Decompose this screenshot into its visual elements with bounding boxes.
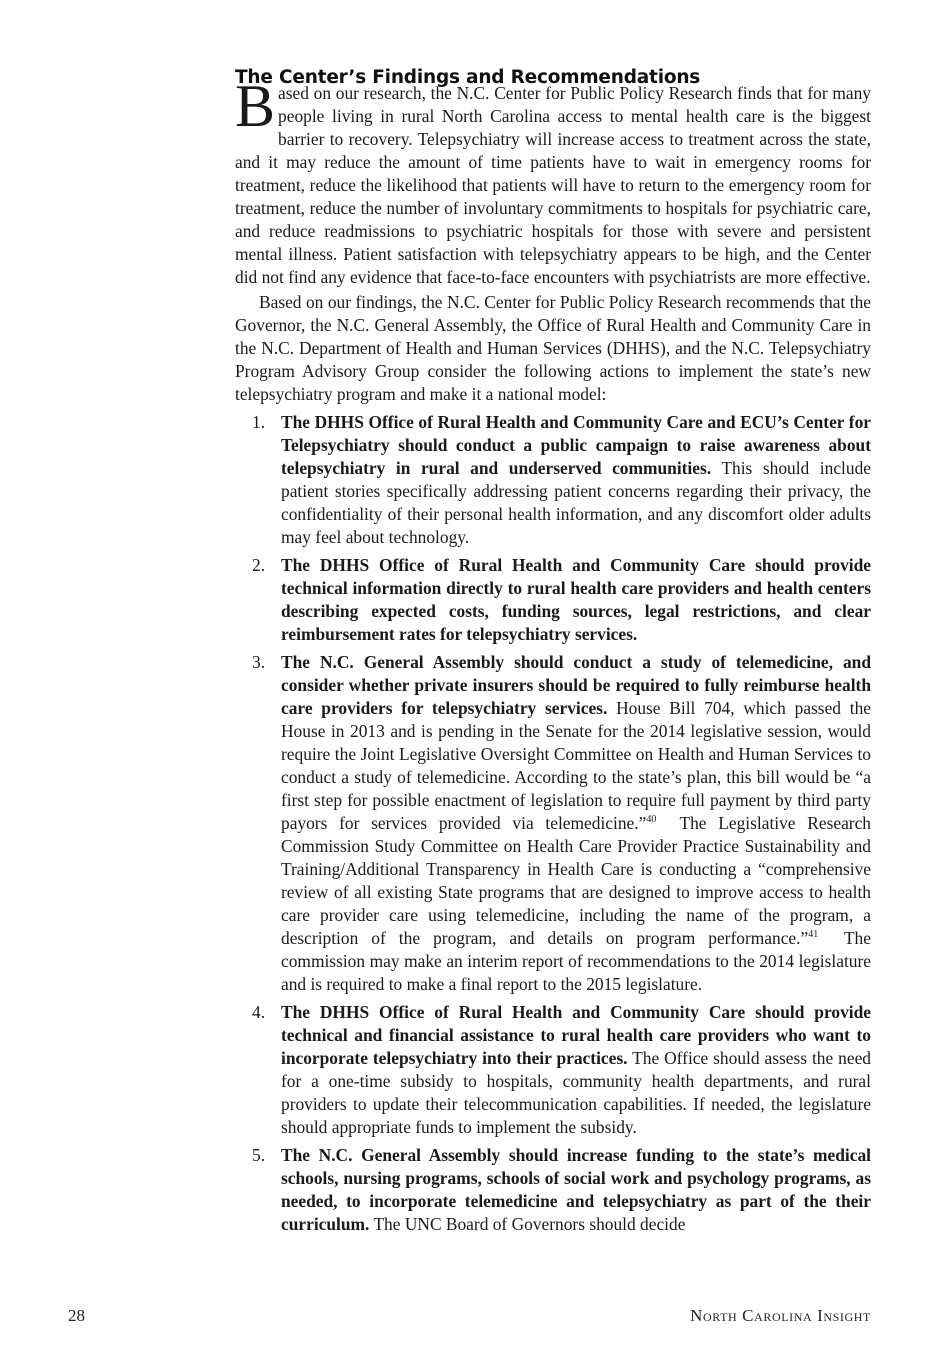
section-title: The Center’s Findings and Recommendations — [235, 67, 701, 89]
recommendation-number: 3. — [252, 652, 266, 672]
recommendation-bold: The DHHS Office of Rural Health and Community Care should provide technical information directly to rural health care providers and health centers describing expected costs, funding sources, legal restrictions, and clear reimbursement rates for telepsychiatry services. — [281, 555, 871, 644]
recommendation-text: The Office should assess the need for a one-time subsidy to hospitals, community health departments, and rural providers to update their telecommunication capabilities. If needed, the legislature should appropriate funds to implement the subsidy. — [281, 1048, 871, 1137]
recommendation-text: The Legislative Research Commission Study Committee on Health Care Provider Practice Sustainability and Training/Additional Transparency in Health Care is conducting a “comprehensive review of all existing State programs that are designed to improve access to health care provider care using telemedicine, including the name of the program, a description of the program, and details on program performance.” — [281, 813, 871, 948]
recommendation-item — [235, 554, 871, 646]
recommendation-number: 2. — [252, 555, 266, 575]
recommendation-text: The commission may make an interim report of recommendations to the 2014 legislature and is required to make a final report to the 2015 legislature. — [281, 928, 871, 994]
recommendation-text: This should include patient stories specifically addressing patient concerns regarding their privacy, the confidentiality of their personal health information, and any discomfort older adults may feel about technology. — [281, 458, 871, 547]
recommendation-bold: The N.C. General Assembly should increase funding to the state’s medical schools, nursing programs, schools of social work and psychology programs, as needed, to incorporate telemedicine and telepsychiatry as part of the their curriculum. — [281, 1145, 871, 1234]
recommendation-bold: The DHHS Office of Rural Health and Community Care and ECU’s Center for Telepsychiatry should conduct a public campaign to raise awareness about telepsychiatry in rural and underserved communities. — [281, 412, 871, 478]
recommendation-bold: The DHHS Office of Rural Health and Community Care should provide technical and financial assistance to rural health care providers who want to incorporate telepsychiatry into their practices. — [281, 1002, 871, 1068]
recommendation-item — [235, 651, 871, 996]
recommendation-item — [235, 1001, 871, 1139]
recommendation-bold: The N.C. General Assembly should conduct a study of telemedicine, and consider whether private insurers should be required to fully reimburse health care providers for telepsychiatry services. — [281, 652, 871, 718]
recommendations-list — [235, 411, 871, 1236]
footnote-ref: 40 — [646, 814, 657, 826]
recommend-intro-paragraph: Based on our findings, the N.C. Center for Public Policy Research recommends that the Governor, the N.C. General Assembly, the Office of Rural Health and Community Care in the N.C. Department of Health and Human Services (DHHS), and the N.C. Telepsychiatry Program Advisory Group consider the following actions to implement the state’s new telepsychiatry program and make it a national model: — [235, 292, 871, 404]
drop-cap: B — [235, 73, 276, 139]
recommendation-item — [235, 1144, 871, 1236]
publication-name: North Carolina Insight — [690, 1306, 871, 1325]
intro-text: ased on our research, the N.C. Center for Public Policy Research finds that for many people living in rural North Carolina access to mental health care is the biggest barrier to recovery. Telepsychiatry will increase access to treatment across the state, and it may reduce the amount of time patients have to wait in emergency rooms for treatment, reduce the likelihood that patients will have to return to the emergency room for treatment, reduce the number of involuntary commitments to hospitals for psychiatric care, and reduce readmissions to psychiatric hospitals for those with severe and persistent mental illness. Patient satisfaction with telepsychiatry appears to be high, and the Center did not find any evidence that face-to-face encounters with psychiatrists are more effective. — [235, 83, 871, 287]
recommendation-number: 5. — [252, 1145, 266, 1165]
recommendation-text: House Bill 704, which passed the House in 2013 and is pending in the Senate for the 2014 legislative session, would require the Joint Legislative Oversight Committee on Health and Human Services to conduct a study of telemedicine. According to the state’s plan, this bill would be “a first step for possible enactment of legislation to require full payment by third party payors for services provided via telemedicine.” — [281, 698, 871, 833]
recommendation-item — [235, 411, 871, 549]
recommendation-text: The UNC Board of Governors should decide — [373, 1214, 686, 1234]
footnote-ref: 41 — [808, 929, 819, 941]
page-number: 28 — [68, 1306, 85, 1325]
recommendation-number: 1. — [252, 412, 266, 432]
recommendation-number: 4. — [252, 1002, 266, 1022]
